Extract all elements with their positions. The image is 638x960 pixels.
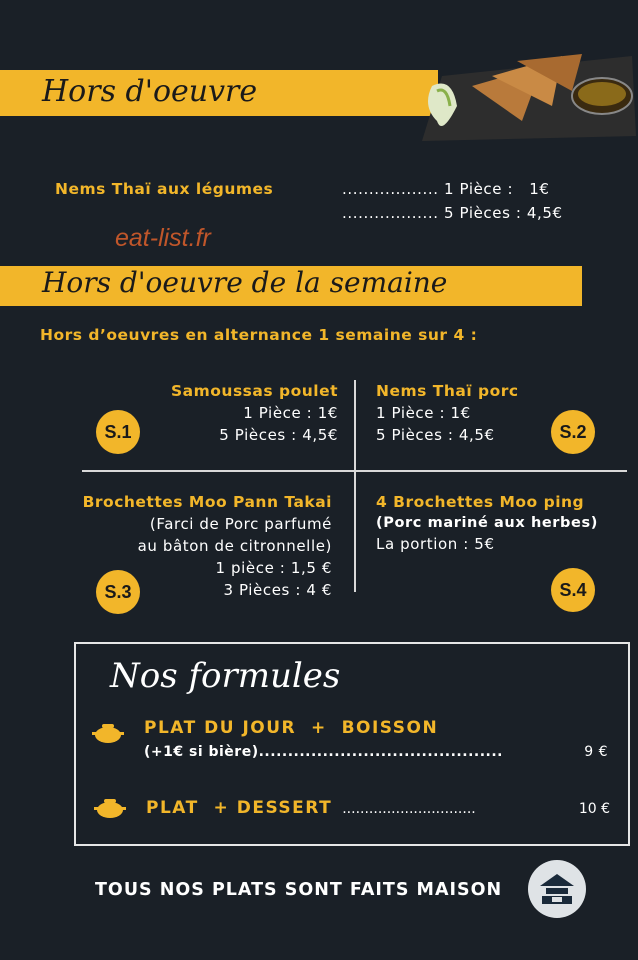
item-name: Brochettes Moo Pann Takai: [82, 493, 332, 511]
item-line: 3 Pièces : 4 €: [223, 581, 332, 599]
formule-1-dots: ..........................................: [258, 744, 503, 760]
item-name: Nems Thaï porc: [376, 382, 519, 400]
house-icon: [528, 860, 586, 918]
grid-divider-horizontal: [82, 470, 627, 472]
item-line: au bâton de citronnelle): [137, 537, 332, 555]
formule-1-line: [144, 744, 608, 760]
starter-price-1: .................. 1 Pièce : 1€: [342, 180, 550, 198]
item-name: Samoussas poulet: [170, 382, 338, 400]
formule-2-price: 10 €: [578, 801, 610, 817]
weekly-item-s3: [32, 493, 332, 599]
pot-icon: [92, 722, 124, 744]
item-line: La portion : 5€: [376, 535, 495, 553]
formule-2-name: PLAT + DESSERT: [146, 798, 333, 818]
badge-s1: S.1: [96, 410, 140, 454]
formule-2-dots: ..............................: [342, 801, 476, 817]
starter-price-2: .................. 5 Pièces : 4,5€: [342, 204, 563, 222]
item-line: 5 Pièces : 4,5€: [219, 426, 338, 444]
badge-s2: S.2: [551, 410, 595, 454]
footer-text: TOUS NOS PLATS SONT FAITS MAISON: [95, 880, 503, 900]
item-line: 1 pièce : 1,5 €: [215, 559, 332, 577]
formule-1-note: (+1€ si bière): [144, 744, 259, 760]
section-title: Hors d'oeuvre: [42, 74, 258, 109]
formule-1-price: 9 €: [584, 744, 608, 760]
item-line: 1 Pièce : 1€: [376, 404, 471, 422]
weekly-item-s4: [376, 493, 638, 553]
item-line: 1 Pièce : 1€: [243, 404, 338, 422]
formules-title: Nos formules: [110, 656, 341, 696]
weekly-subtitle: Hors d’oeuvres en alternance 1 semaine sur 4 :: [40, 326, 478, 344]
grid-divider-vertical: [354, 380, 356, 592]
formule-1-name: PLAT DU JOUR + BOISSON: [144, 718, 439, 738]
formule-2-line: [146, 798, 610, 818]
food-photo: [412, 46, 638, 146]
item-line: 5 Pièces : 4,5€: [376, 426, 495, 444]
badge-s3: S.3: [96, 570, 140, 614]
item-line: (Porc mariné aux herbes): [376, 515, 598, 531]
item-line: (Farci de Porc parfumé: [149, 515, 332, 533]
weekly-title: Hors d'oeuvre de la semaine: [42, 266, 448, 299]
pot-icon: [94, 797, 126, 819]
watermark: eat-list.fr: [115, 224, 211, 252]
badge-s4: S.4: [551, 568, 595, 612]
item-name: 4 Brochettes Moo ping: [376, 493, 585, 511]
starter-name: Nems Thaï aux légumes: [55, 180, 274, 198]
